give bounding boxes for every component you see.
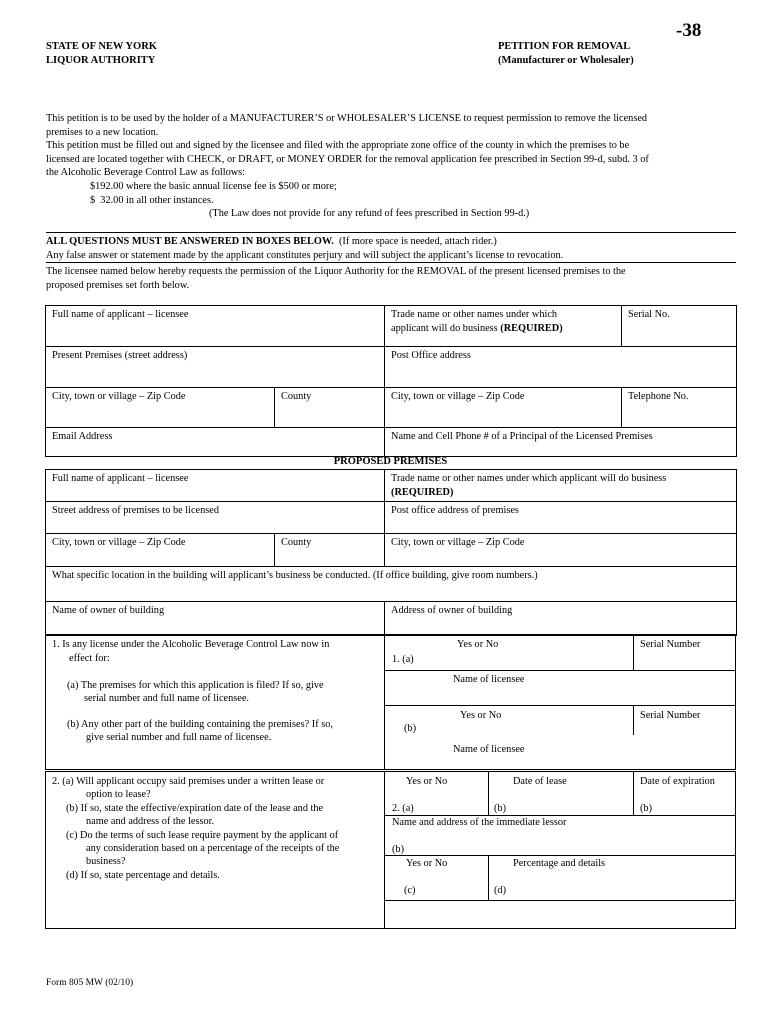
yes-no-label: Yes or No [460,710,502,721]
field-label: Trade name or other names under which [391,309,558,320]
question-1a-text: (a) The premises for which this application is filed? If so, give [67,680,324,691]
telephone-field[interactable] [622,388,737,428]
field-label: City, town or village – Zip Code [52,391,186,402]
question-2-text: business? [86,856,126,867]
proposed-premises-heading: PROPOSED PREMISES [333,456,448,467]
proposed-trade-name-field[interactable] [385,470,737,502]
yes-no-label: Yes or No [406,776,448,787]
divider [384,634,385,770]
licensee-name-label: Name of licensee [453,744,525,755]
date-of-lease-label: Date of lease [513,776,567,787]
form-number: -38 [676,20,702,41]
refund-note: (The Law does not provide for any refund of fees prescribed in Section 99-d.) [209,208,530,220]
agency-line2: LIQUOR AUTHORITY [46,55,156,66]
divider [488,771,489,815]
yes-no-label: Yes or No [406,858,448,869]
field-label: Telephone No. [628,391,689,402]
answer-2d[interactable]: (d) [494,885,507,896]
field-label: City, town or village – Zip Code [52,537,186,549]
present-premises-table [45,305,737,457]
rider-note: (If more space is needed, attach rider.) [333,236,497,247]
field-label: Trade name or other names under which applicant will do business [391,473,667,484]
form-title-line2: (Manufacturer or Wholesaler) [498,55,634,66]
fee-line: $192.00 where the basic annual license fee is $500 or more; [90,180,337,192]
field-label: Name and Cell Phone # of a Principal of the Licensed Premises [391,431,653,442]
intro-line: licensed are located together with CHECK, or DRAFT, or MONEY ORDER for the removal application fee prescribed in Section 99-d, subd. 3 of [46,153,649,165]
question-1a-text: serial number and full name of licensee. [84,693,249,704]
trade-name-field[interactable] [385,306,622,347]
field-label: Full name of applicant – licensee [52,473,189,484]
location-field[interactable] [46,567,737,602]
answer-2b-date[interactable]: (b) [494,803,507,814]
intro-line: the Alcoholic Beverage Control Law as follows: [46,167,246,179]
principal-field[interactable] [385,428,737,457]
email-field[interactable] [46,428,385,457]
answer-1a[interactable]: 1. (a) [392,654,414,665]
field-label: City, town or village – Zip Code [391,537,525,549]
question-2-text: any consideration based on a percentage of the receipts of the [86,843,340,854]
form-footer: Form 805 MW (02/10) [46,978,134,988]
divider [384,855,736,856]
question-2-text: (d) If so, state percentage and details. [66,870,220,881]
instructions-heading: ALL QUESTIONS MUST BE ANSWERED IN BOXES BELOW. [46,236,334,247]
form-title-line1: PETITION FOR REMOVAL [498,41,631,52]
field-label: County [281,537,312,549]
intro-line: This petition must be filled out and signed by the licensee and filed with the appropriate zone office of the county in which the premises to be [46,140,630,152]
divider [46,262,736,263]
serial-number-label: Serial Number [640,639,701,650]
request-statement [46,265,732,292]
proposed-street-field[interactable] [46,502,385,534]
field-label: Email Address [52,431,113,442]
proposed-premises-table [45,469,737,636]
post-office-field[interactable] [385,347,737,388]
percentage-label: Percentage and details [513,858,606,869]
agency-line1: STATE OF NEW YORK [46,41,157,52]
answer-2c[interactable]: (c) [404,885,416,896]
required-label: (REQUIRED) [500,322,563,334]
divider [384,670,736,671]
required-label: (REQUIRED) [391,486,454,498]
licensee-name-label: Name of licensee [453,674,525,685]
date-of-expiration-label: Date of expiration [640,776,715,787]
intro-paragraph [46,112,732,221]
owner-name-field[interactable] [46,602,385,636]
form-title [498,40,634,68]
owner-address-field[interactable] [385,602,737,636]
answer-2b-expiration[interactable]: (b) [640,803,653,814]
field-label: County [281,391,312,402]
city-field[interactable] [46,388,275,428]
field-label: Name of owner of building [52,605,165,617]
divider [633,771,634,815]
field-label: City, town or village – Zip Code [391,391,525,402]
county-field[interactable] [275,388,385,428]
answer-2a[interactable]: 2. (a) [392,803,414,814]
request-line: The licensee named below hereby requests the permission of the Liquor Authority for the REMOVAL of the present licensed premises to the [46,266,626,277]
field-label: Address of owner of building [391,605,513,617]
proposed-county-field[interactable] [275,534,385,567]
present-premises-field[interactable] [46,347,385,388]
field-label: Street address of premises to be licensed [52,505,219,517]
divider [633,705,634,735]
serial-no-field[interactable] [622,306,737,347]
intro-line: premises to a new location. [46,126,159,138]
divider [384,705,736,706]
question-1b-text: give serial number and full name of licensee. [86,732,272,743]
field-label: Present Premises (street address) [52,350,188,361]
divider [384,771,385,929]
proposed-city-field[interactable] [46,534,275,567]
intro-line: This petition is to be used by the holder of a MANUFACTURER’S or WHOLESALER’S LICENSE to request permission to remove the licensed [46,113,648,124]
field-label: Post office address of premises [391,505,519,517]
proposed-city-field-2[interactable] [385,534,737,567]
divider [488,855,489,900]
question-2-text: name and address of the lessor. [86,816,215,827]
question-2-text: option to lease? [86,789,151,800]
question-2-text: (c) Do the terms of such lease require payment by the applicant of [66,830,339,841]
instructions [46,235,732,262]
serial-number-label: Serial Number [640,710,701,721]
question-2-text: 2. (a) Will applicant occupy said premises under a written lease or [52,776,325,787]
city-field-2[interactable] [385,388,622,428]
field-label: What specific location in the building will applicant’s business be conducted. (If office building, give room numbers.) [52,570,538,582]
field-label: Serial No. [628,309,670,320]
proposed-full-name-field[interactable] [46,470,385,502]
field-label: Post Office address [391,350,471,361]
question-2-text: (b) If so, state the effective/expiration date of the lease and the [66,803,324,814]
agency-name [46,40,157,68]
lessor-label: Name and address of the immediate lessor [392,817,567,828]
divider [384,900,736,901]
proposed-post-office-field[interactable] [385,502,737,534]
perjury-note: Any false answer or statement made by the applicant constitutes perjury and will subject the applicant’s license to revocation. [46,249,564,261]
divider [46,232,736,233]
field-label: Full name of applicant – licensee [52,309,189,320]
question-1-text: 1. Is any license under the Alcoholic Beverage Control Law now in [52,639,330,650]
answer-1b[interactable]: (b) [404,723,417,734]
fee-line: $ 32.00 in all other instances. [90,194,214,206]
yes-no-label: Yes or No [457,639,499,650]
full-name-field[interactable] [46,306,385,347]
answer-2b-lessor[interactable]: (b) [392,844,405,855]
field-label: applicant will do business [391,322,501,334]
question-1-text: effect for: [69,653,110,664]
divider [633,634,634,670]
question-1b-text: (b) Any other part of the building containing the premises? If so, [67,719,333,730]
request-line: proposed premises set forth below. [46,279,190,291]
